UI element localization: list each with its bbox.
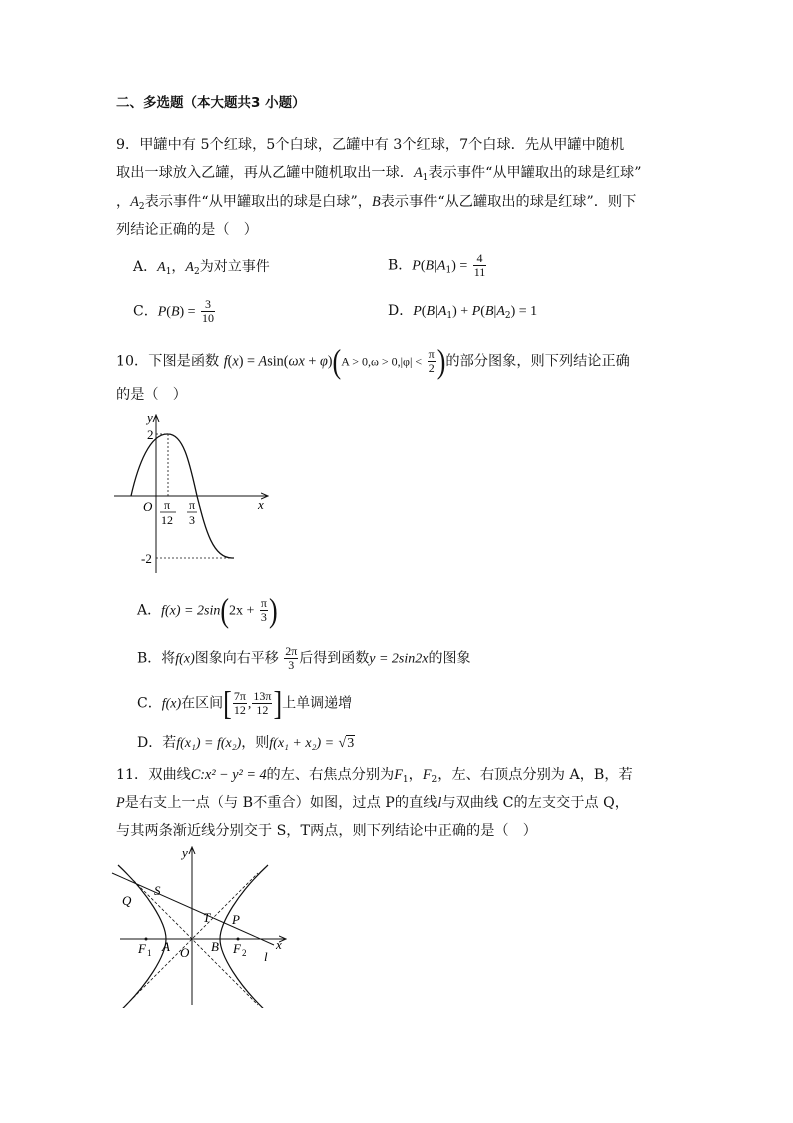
q9-stem-l2a: 取出一球放入乙罐，再从乙罐中随机取出一球． <box>116 165 414 181</box>
q10-tick1-num: π <box>164 498 171 512</box>
q10-optC-frac1 <box>233 690 247 717</box>
q10-optB-label: B．将 <box>137 650 176 667</box>
q10-optB-end: 的图象 <box>428 650 471 667</box>
q9-stem-line3: ，$A_2$表示事件“从甲罐取出的球是白球”，B表示事件“从乙罐取出的球是红球”．则下 <box>116 194 637 212</box>
q11-stem-b: 的左、右焦点分别为 <box>266 767 395 783</box>
q11-label-f2-sub: 2 <box>242 948 247 958</box>
q11-label-s: S <box>154 883 161 898</box>
q9-stem-line1 <box>116 135 624 155</box>
q10-option-b <box>137 645 470 672</box>
q11-stem-line3: 与其两条渐近线分别交于 S，T两点，则下列结论中正确的是（ ） <box>116 823 537 839</box>
q10-stem-b: 的部分图象，则下列结论正确 <box>445 353 630 370</box>
q10-x-label: x <box>258 497 264 512</box>
q10-optC-n2: 13π <box>253 689 272 703</box>
q10-sine-graph <box>110 405 280 575</box>
q10-optC-label: C． <box>137 695 162 712</box>
q10-optB-fx: f(x) <box>175 651 195 667</box>
q11-stem-line2: P是右支上一点（与 B不重合）如图，过点 P的直线l与双曲线 C的左支交于点 Q， <box>116 795 629 811</box>
q11-stem-l2a: 是右支上一点（与 B不重合）如图，过点 P的直线 <box>124 795 438 811</box>
q9-optA-sep: ， <box>171 259 186 275</box>
q9-stem-l3c: 表示事件“从乙罐取出的球是红球”．则下 <box>380 194 637 210</box>
q10-optA-frac <box>260 597 268 624</box>
q9-optC-frac <box>201 298 215 325</box>
q9-option-a: A．$A_1$，$A_2$为对立事件 <box>133 259 270 277</box>
q10-optD-eq: f(x₁) = f(x₂) <box>176 736 242 751</box>
q10-optD-sqrt: √3 <box>338 736 355 751</box>
q11-origin-label: O <box>180 945 190 960</box>
q11-number: 11． <box>116 767 149 783</box>
q10-option-a: A．f(x) = 2sin(2x + $\frac{\pi}{3}$ ) <box>137 591 278 629</box>
q10-stem-line1: 10．下图是函数 f(x) = Asin(ωx + φ)(A > 0,ω > 0,|φ| < $\frac{\pi}{2}$ )的部分图象，则下列结论正确 <box>116 342 630 380</box>
q10-optC-d2: 12 <box>256 703 269 717</box>
q10-optA-label: A． <box>137 602 162 619</box>
q11-label-l: l <box>264 949 268 964</box>
q11-label-f2: F <box>233 941 241 956</box>
q11-x-label: x <box>276 937 282 952</box>
q10-tick1-den: 12 <box>161 513 173 527</box>
q10-optC-n1: 7π <box>233 689 246 703</box>
q9-stem-l1: 甲罐中有 5个红球，5个白球，乙罐中有 3个红球，7个白球．先从甲罐中随机 <box>139 137 625 153</box>
q11-label-f1: F <box>138 941 146 956</box>
q10-optB-fn: y = 2sin2x <box>369 651 429 667</box>
q10-optB-num: 2π <box>285 644 298 658</box>
q9-optA-label: A． <box>133 259 158 275</box>
q10-optD-rad: 3 <box>347 736 355 751</box>
q10-optD-lhs: f(x₁ + x₂) = <box>269 736 335 751</box>
q9-option-b: B．$P(B|A_1)$ = $\frac{4}{11}$ <box>388 251 486 279</box>
q10-stem-line2: 的是（ ） <box>116 387 187 403</box>
q9-number: 9． <box>116 137 140 153</box>
q9-optC-num: 3 <box>201 298 215 312</box>
q10-y-label: y <box>147 410 153 425</box>
q10-optC-mid: 在区间 <box>181 695 224 712</box>
q9-stem-l3b: 表示事件“从甲罐取出的球是白球”， <box>144 194 372 210</box>
q9-optB-frac <box>473 252 487 279</box>
q9-option-d: D．$P(B|A_1) + P(B|A_2) = 1$ <box>388 303 538 321</box>
q11-label-f1-sub: 1 <box>147 948 152 958</box>
q10-ymin-label: -2 <box>141 551 152 566</box>
q10-optD-label: D．若 <box>137 735 177 751</box>
q9-optC-label: C． <box>133 303 158 320</box>
q11-label-b: B <box>211 939 219 954</box>
q11-y-label: y <box>182 845 188 860</box>
q10-optA-inner: 2x + <box>229 603 255 619</box>
q10-cond-pi: π <box>428 347 435 361</box>
q9-optB-num: 4 <box>473 252 487 266</box>
q9-stem-line4: 列结论正确的是（ ） <box>116 222 258 238</box>
q10-optD-mid: ，则 <box>241 735 270 751</box>
q9-optA-text: 为对立事件 <box>199 259 270 275</box>
q9-optB-label: B． <box>388 257 413 274</box>
q9-optB-den: 11 <box>473 265 486 279</box>
q10-optB-mid: 图象向右平移 <box>194 650 279 667</box>
q10-option-c: C．f(x)在区间[ $\frac{7\pi}{12}$ , $\frac{13\pi}{12}$ ]上单调递增 <box>137 684 353 722</box>
q10-ymax-label: 2 <box>147 427 154 442</box>
q10-optA-lhs: f(x) = 2sin <box>161 603 221 619</box>
q10-cond-two: 2 <box>428 361 435 375</box>
q10-cond: A > 0,ω > 0,|φ| < <box>341 354 423 369</box>
q11-hyperbola-graph <box>108 843 298 1008</box>
q10-optA-den: 3 <box>260 610 267 624</box>
q11-label-q: Q <box>122 893 132 908</box>
q9-option-c: C．P(B) = $\frac{3}{10}$ <box>133 297 215 325</box>
q11-label-p: P <box>232 912 240 927</box>
q11-label-t: T <box>203 910 211 925</box>
q11-stem-line1: 11．双曲线C:x² − y² = 4的左、右焦点分别为$F_1$，$F_2$，左、右顶点分别为 A，B，若 <box>116 767 633 785</box>
q10-optC-end: 上单调递增 <box>282 695 353 712</box>
q10-origin-label: O <box>143 499 153 514</box>
q11-stem-l2b: 与双曲线 C的左支交于点 Q， <box>441 795 629 811</box>
q10-optC-d1: 12 <box>233 703 246 717</box>
q10-tick2-num: π <box>189 498 196 512</box>
q10-number: 10． <box>116 353 149 370</box>
q11-curve: C:x² − y² = 4 <box>190 767 267 783</box>
q11-stem-a: 双曲线 <box>148 767 191 783</box>
q10-optB-mid2: 后得到函数 <box>299 650 370 667</box>
q11-stem-c: ，左、右顶点分别为 A，B，若 <box>437 767 633 783</box>
q10-optB-den: 3 <box>288 658 295 672</box>
q10-option-d <box>137 733 355 754</box>
q10-optC-frac2 <box>252 690 272 717</box>
q9-optC-den: 10 <box>202 311 215 325</box>
q10-optC-fx: f(x) <box>161 696 182 712</box>
q9-optD-label: D． <box>388 303 414 319</box>
q10-optB-frac <box>284 645 298 672</box>
q9-stem-l2b: 表示事件“从甲罐取出的球是红球” <box>428 165 642 181</box>
q10-cond-frac <box>428 348 436 375</box>
q9-stem-line2: 取出一球放入乙罐，再从乙罐中随机取出一球．$A_1$表示事件“从甲罐取出的球是红球” <box>116 165 642 183</box>
q9-optD-rhs: = 1 <box>518 304 538 319</box>
q10-optA-num: π <box>260 596 267 610</box>
q10-stem-a: 下图是函数 <box>148 353 220 370</box>
q9-stem-l3a: ， <box>116 194 131 210</box>
q10-tick2-den: 3 <box>189 513 195 527</box>
q11-label-a: A <box>162 939 170 954</box>
section-heading: 二、多选题（本大题共3 小题） <box>116 95 306 111</box>
